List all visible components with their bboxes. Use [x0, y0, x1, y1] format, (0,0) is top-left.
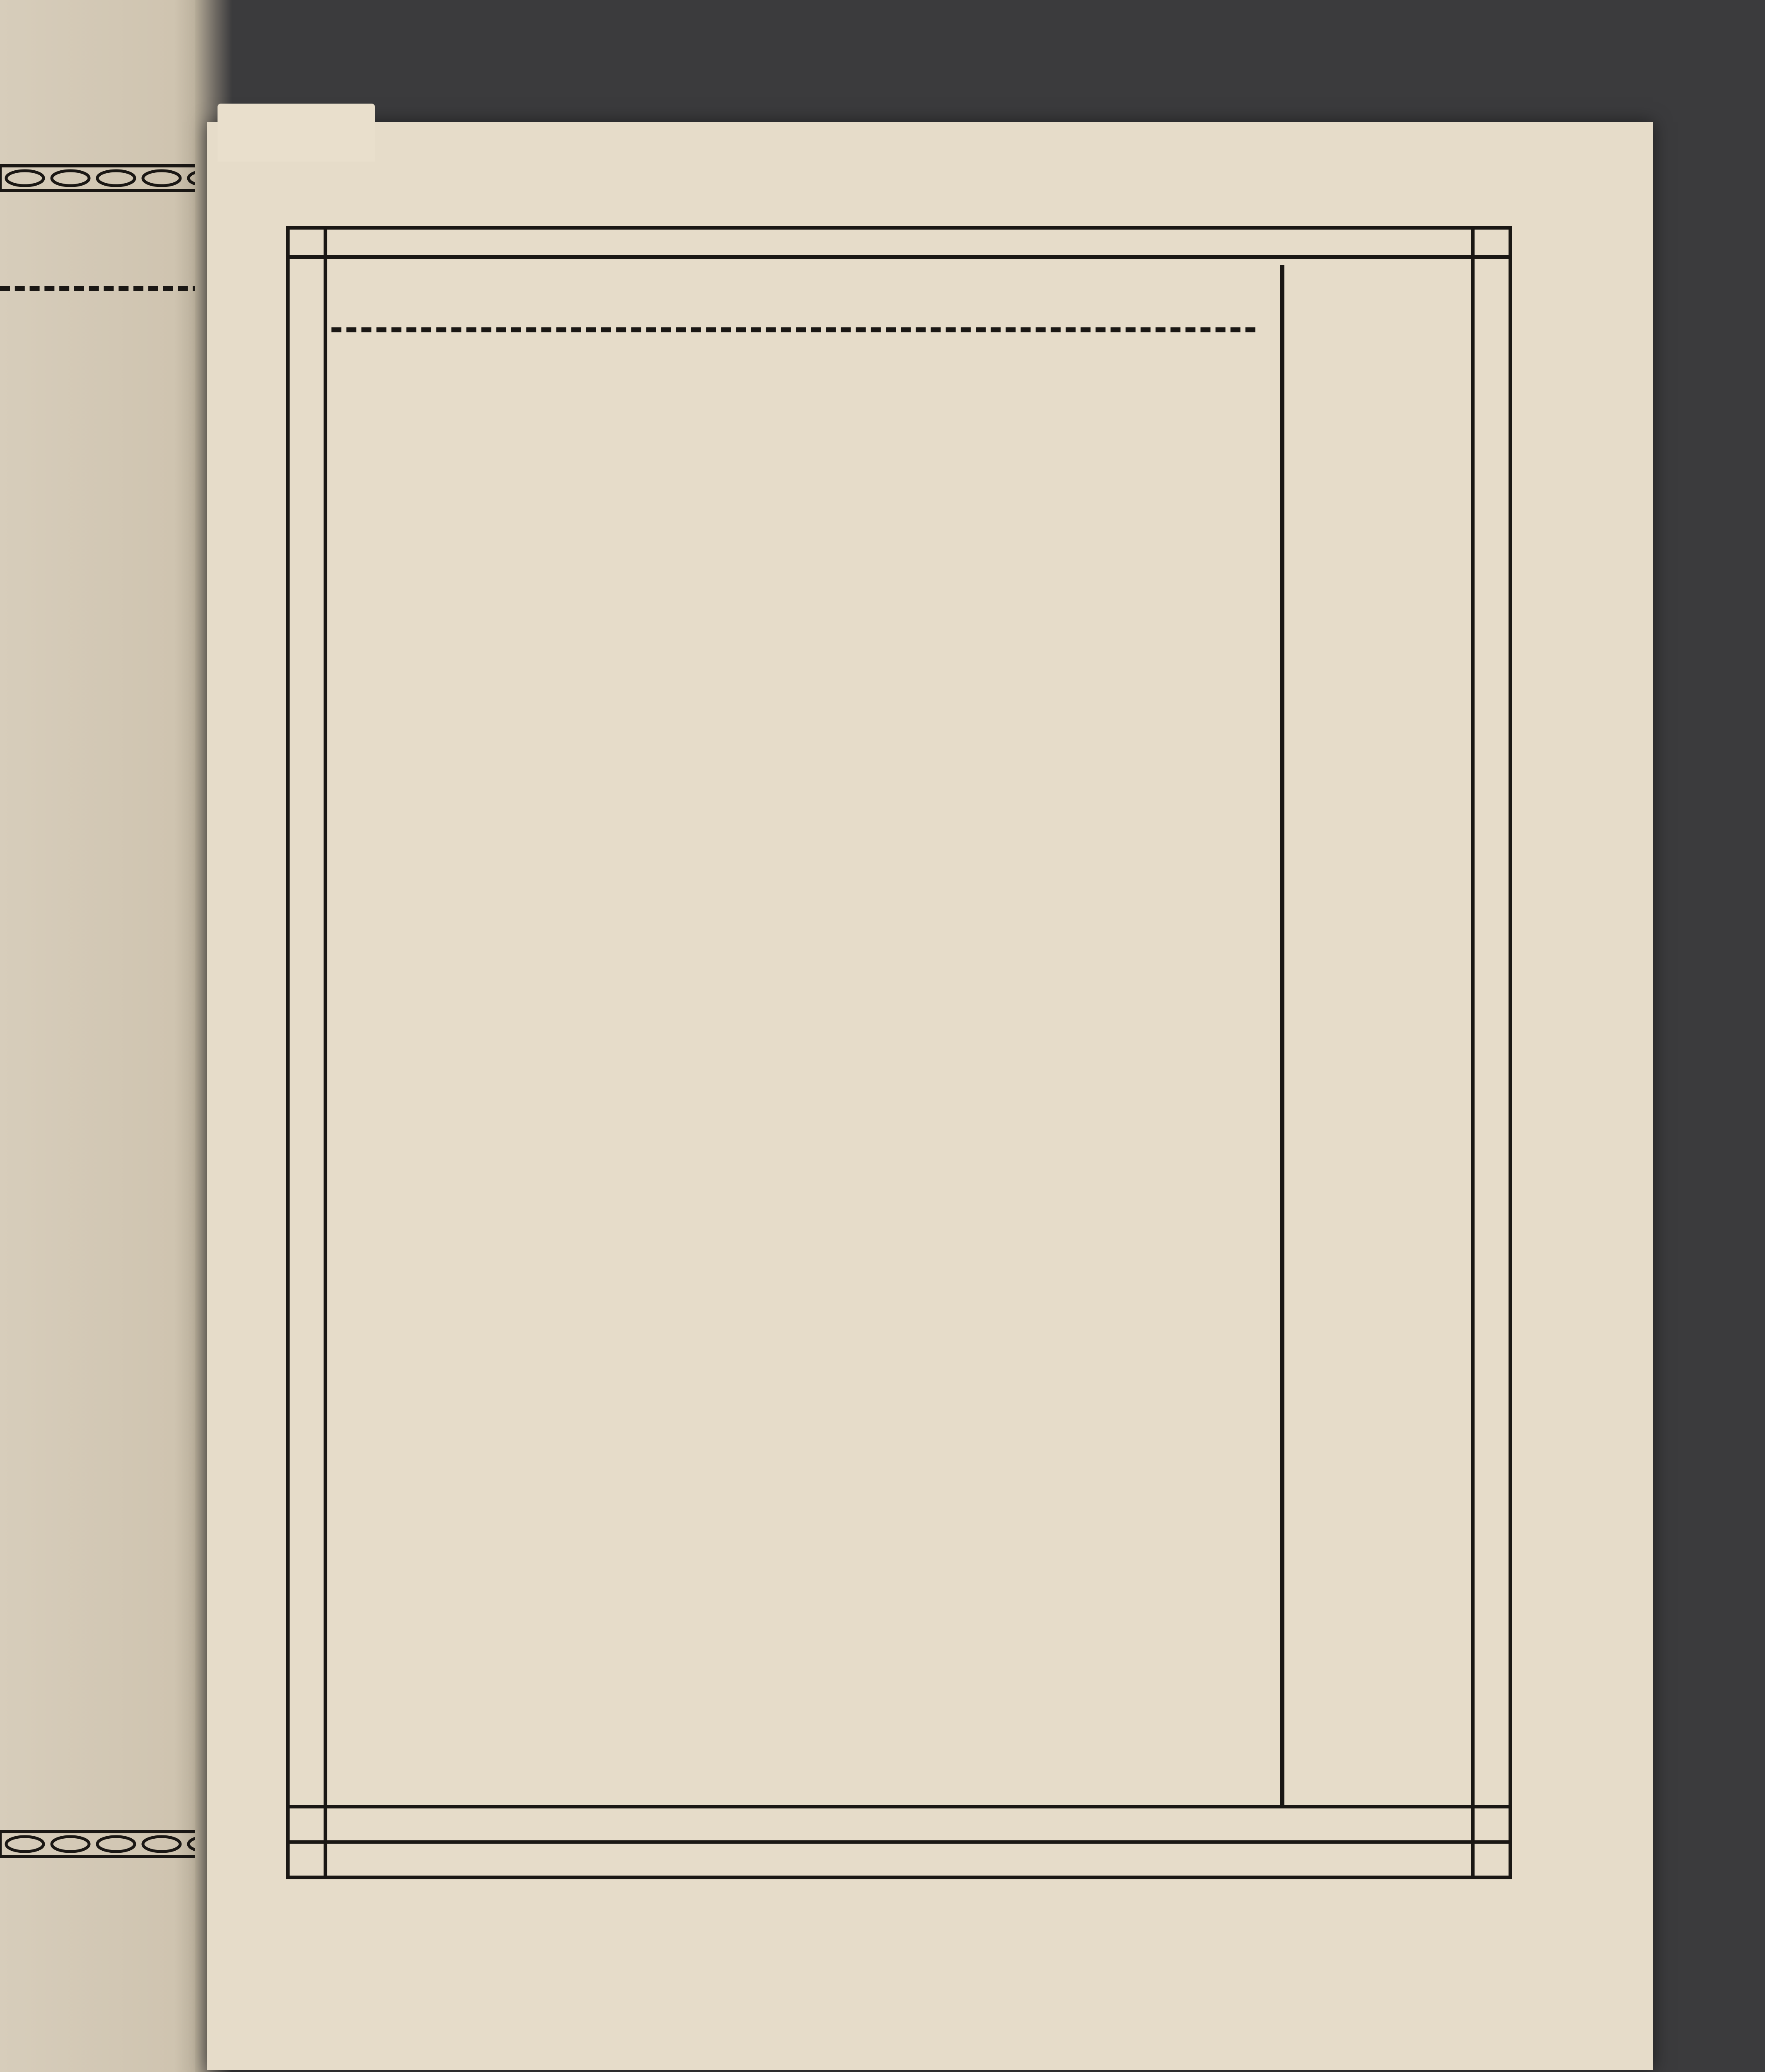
text-line	[327, 1635, 1268, 1706]
main-text-block	[327, 352, 1268, 1920]
left-page-top-ornament	[0, 162, 218, 195]
text-line	[327, 780, 1268, 851]
text-line	[327, 637, 1268, 709]
left-page-bottom-ornament	[0, 1828, 218, 1861]
text-line	[327, 1564, 1268, 1635]
text-line	[327, 922, 1268, 994]
page-tab	[218, 104, 375, 162]
text-line	[327, 495, 1268, 566]
frame-top-ornament	[286, 226, 1512, 259]
text-line	[327, 1493, 1268, 1564]
header-rule	[331, 327, 1255, 332]
text-line	[327, 851, 1268, 922]
text-line	[327, 1279, 1268, 1350]
text-line	[327, 566, 1268, 637]
text-line	[327, 424, 1268, 495]
margin-column-rule	[1280, 265, 1284, 1807]
text-line	[327, 1421, 1268, 1493]
frame-left-ornament	[286, 226, 327, 1879]
text-line	[327, 994, 1268, 1065]
catchword	[327, 1849, 1268, 1920]
text-line	[327, 1136, 1268, 1208]
text-line	[327, 1208, 1268, 1279]
text-line	[327, 1350, 1268, 1421]
text-line	[327, 352, 1268, 424]
text-line	[327, 1778, 1268, 1849]
text-line	[327, 1706, 1268, 1778]
frame-right-ornament	[1471, 226, 1512, 1879]
left-page-rule	[0, 286, 218, 291]
left-page	[0, 0, 218, 2072]
text-line	[327, 709, 1268, 780]
text-line	[327, 1065, 1268, 1136]
